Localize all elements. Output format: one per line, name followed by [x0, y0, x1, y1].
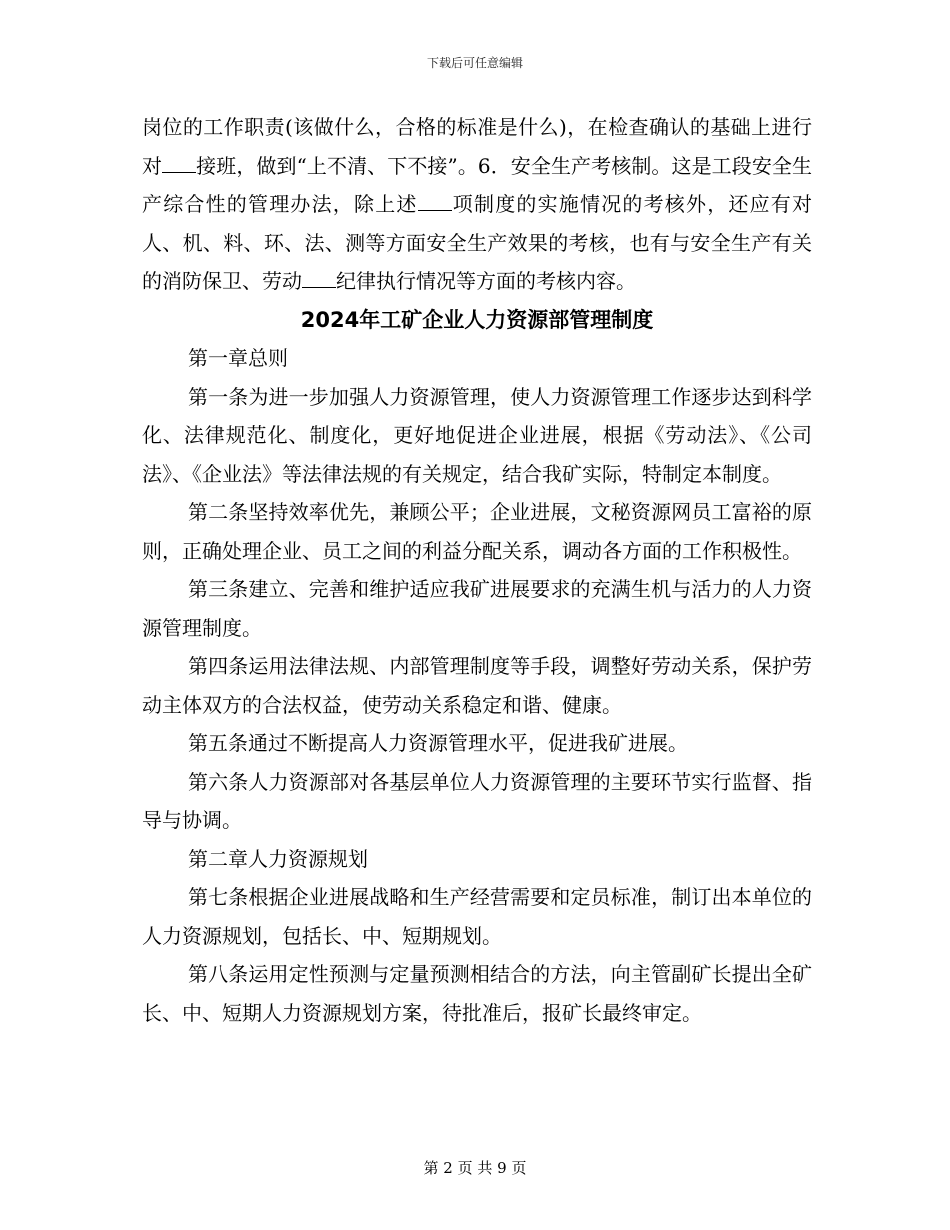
article-paragraph: 第四条运用法律法规、内部管理制度等手段，调整好劳动关系，保护劳动主体双方的合法权益，使劳动关系稳定和谐、健康。 [142, 654, 812, 717]
article-paragraph: 第三条建立、完善和维护适应我矿进展要求的充满生机与活力的人力资源管理制度。 [142, 577, 812, 640]
fill-in-blank [418, 192, 452, 211]
article-paragraph: 第五条通过不断提高人力资源管理水平，促进我矿进展。 [188, 731, 688, 755]
fill-in-blank [302, 269, 336, 288]
article-paragraph: 第一条为进一步加强人力资源管理，使人力资源管理工作逐步达到科学化、法律规范化、制度化，更好地促进企业进展，根据《劳动法》、《公司法》、《企业法》等法律法规的有关规定，结合我矿实际，特制定本制度。 [142, 384, 812, 486]
article-paragraph: 第六条人力资源部对各基层单位人力资源管理的主要环节实行监督、指导与协调。 [142, 769, 812, 832]
fill-in-blank [162, 154, 196, 173]
text-segment: 接班，做到“上不清、下不接”。6．安全生产考核制。这是工段安全生产综合性的管理办法，除上述 [142, 153, 812, 216]
document-title: 2024年工矿企业人力资源部管理制度 [300, 307, 654, 332]
page-header-note: 下载后可任意编辑 [426, 56, 523, 70]
document-body [142, 108, 812, 1032]
text-segment: 项制度的实施情况的考核外，还应有对人、机、料、环、法、测等方面安全生产效果的考核，也有与安全生产有关的消防保卫、劳动 [142, 192, 813, 293]
page-number-footer: 第 2 页 共 9 页 [423, 1159, 527, 1177]
article-paragraph: 第二条坚持效率优先，兼顾公平；企业进展，文秘资源网员工富裕的原则，正确处理企业、员工之间的利益分配关系，调动各方面的工作积极性。 [142, 500, 812, 563]
chapter-heading: 第一章总则 [188, 346, 288, 370]
chapter-heading: 第二章人力资源规划 [188, 846, 368, 871]
text-segment: 岗位的工作职责(该做什么，合格的标准是什么)，在检查确认的基础上进行对 [142, 115, 812, 178]
text-segment: 纪律执行情况等方面的考核内容。 [336, 269, 636, 293]
article-paragraph: 第八条运用定性预测与定量预测相结合的方法，向主管副矿长提出全矿长、中、短期人力资源规划方案，待批准后，报矿长最终审定。 [142, 962, 812, 1025]
continued-paragraph [142, 108, 812, 301]
article-paragraph: 第七条根据企业进展战略和生产经营需要和定员标准，制订出本单位的人力资源规划，包括长、中、短期规划。 [142, 885, 812, 948]
